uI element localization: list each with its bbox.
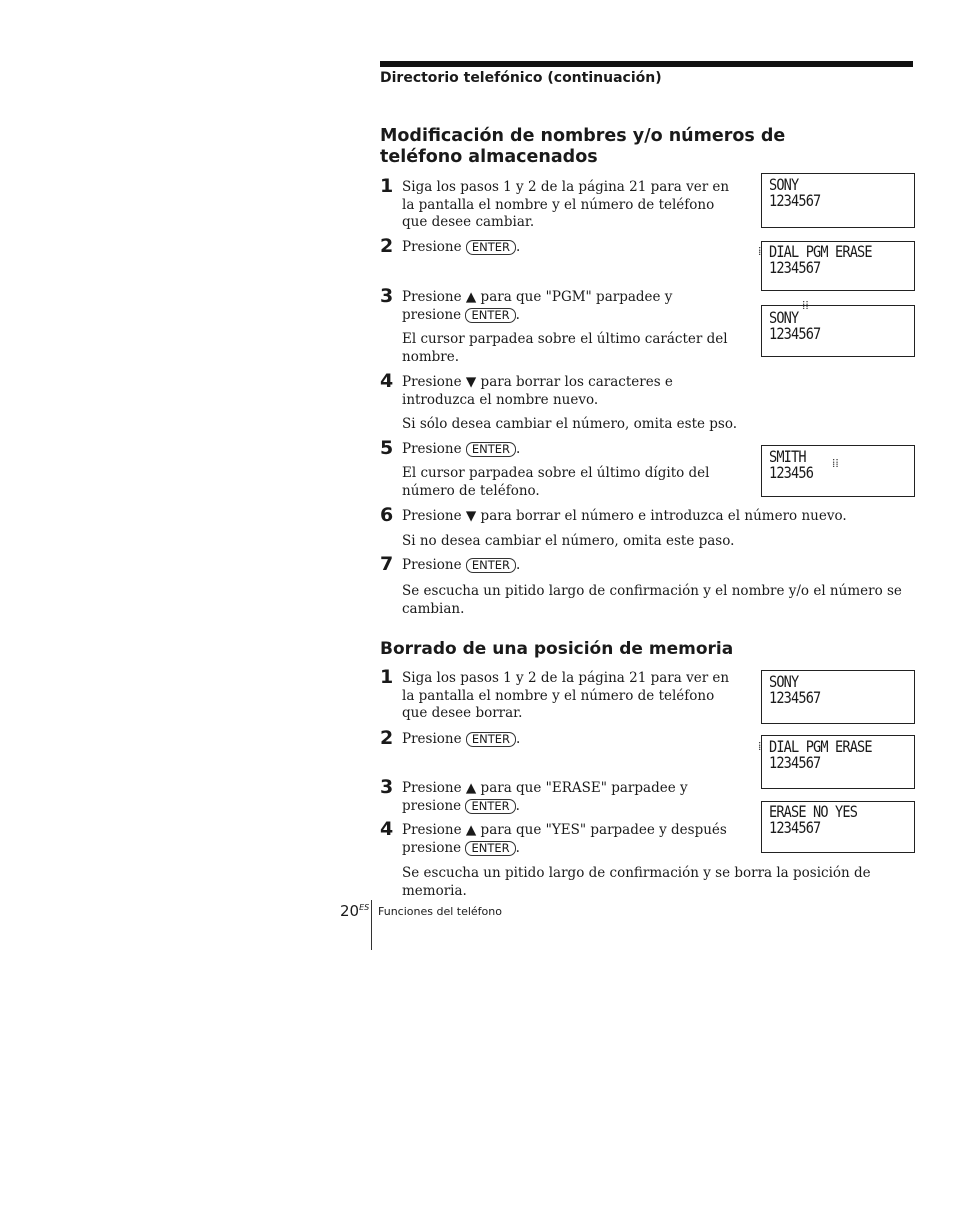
- lcd-display: ERASE NO YES 1234567: [761, 801, 915, 853]
- blink-indicator-icon: ⁞⁞: [802, 298, 809, 312]
- section-title-delete: Borrado de una posición de memoria: [380, 639, 734, 659]
- enter-key: ENTER: [465, 799, 515, 814]
- step-note: El cursor parpadea sobre el último dígito del número de teléfono.: [402, 465, 710, 499]
- step-text: Presione ▼ para borrar el número e introduzca el número nuevo.: [402, 508, 847, 524]
- step-text: Presione ▼ para borrar los caracteres e introduzca el nombre nuevo.: [402, 374, 673, 408]
- step-note: Se escucha un pitido largo de confirmación y se borra la posición de memoria.: [402, 865, 871, 899]
- lcd-display: DIAL PGM ERASE 1234567 ⁞: [761, 241, 915, 291]
- step-text: Presione ▲ para que "ERASE" parpadee y presione: [402, 780, 688, 814]
- step-text: Presione: [402, 731, 462, 747]
- step-text: Presione: [402, 557, 462, 573]
- step-number: 3: [380, 776, 394, 798]
- step-number: 3: [380, 285, 394, 307]
- step-number: 4: [380, 370, 394, 392]
- page-number: $20^{ES}$: [340, 902, 370, 920]
- lcd-display: SONY 1234567: [761, 173, 915, 228]
- footer-section: Funciones del teléfono: [378, 905, 502, 918]
- step-text: Siga los pasos 1 y 2 de la página 21 para ver en la pantalla el nombre y el número de teléfono que desee cambiar.: [402, 179, 730, 230]
- enter-key: ENTER: [466, 240, 516, 255]
- blink-indicator-icon: ⁞: [758, 244, 762, 258]
- step-text: Presione: [402, 441, 462, 457]
- step-number: 4: [380, 818, 394, 840]
- step-text: Presione ▲ para que "PGM" parpadee y presione: [402, 289, 673, 323]
- running-head: Directorio telefónico (continuación): [380, 70, 662, 86]
- step-number: 6: [380, 504, 394, 526]
- step-note: Se escucha un pitido largo de confirmación y el nombre y/o el número se cambian.: [402, 583, 902, 617]
- step-text: Presione: [402, 239, 462, 255]
- step-note: Si sólo desea cambiar el número, omita este pso.: [402, 416, 738, 432]
- enter-key: ENTER: [465, 308, 515, 323]
- step-number: 2: [380, 235, 394, 257]
- step-note: Si no desea cambiar el número, omita este paso.: [402, 533, 735, 549]
- enter-key: ENTER: [465, 841, 515, 856]
- step-number: 1: [380, 175, 394, 197]
- lcd-display: SMITH 123456 ⁞⁞: [761, 445, 915, 497]
- lcd-display: SONY 1234567: [761, 670, 915, 724]
- step-note: El cursor parpadea sobre el último carácter del nombre.: [402, 331, 728, 365]
- blink-indicator-icon: ⁞⁞: [832, 456, 839, 470]
- header-rule: [380, 61, 913, 67]
- step-number: 2: [380, 727, 394, 749]
- blink-indicator-icon: ⁞: [758, 739, 762, 753]
- lcd-display: SONY 1234567 ⁞⁞: [761, 305, 915, 357]
- step-number: 1: [380, 666, 394, 688]
- step-text: Presione ▲ para que "YES" parpadee y después presione: [402, 822, 727, 856]
- step-number: 7: [380, 553, 394, 575]
- section-title-modify: Modificación de nombres y/o números de teléfono almacenados: [380, 126, 786, 167]
- enter-key: ENTER: [466, 558, 516, 573]
- step-text: Siga los pasos 1 y 2 de la página 21 para ver en la pantalla el nombre y el número de teléfono que desee borrar.: [402, 670, 730, 721]
- footer-divider: [371, 900, 372, 950]
- step-number: 5: [380, 437, 394, 459]
- enter-key: ENTER: [466, 732, 516, 747]
- lcd-display: DIAL PGM ERASE 1234567 ⁞: [761, 735, 915, 789]
- enter-key: ENTER: [466, 442, 516, 457]
